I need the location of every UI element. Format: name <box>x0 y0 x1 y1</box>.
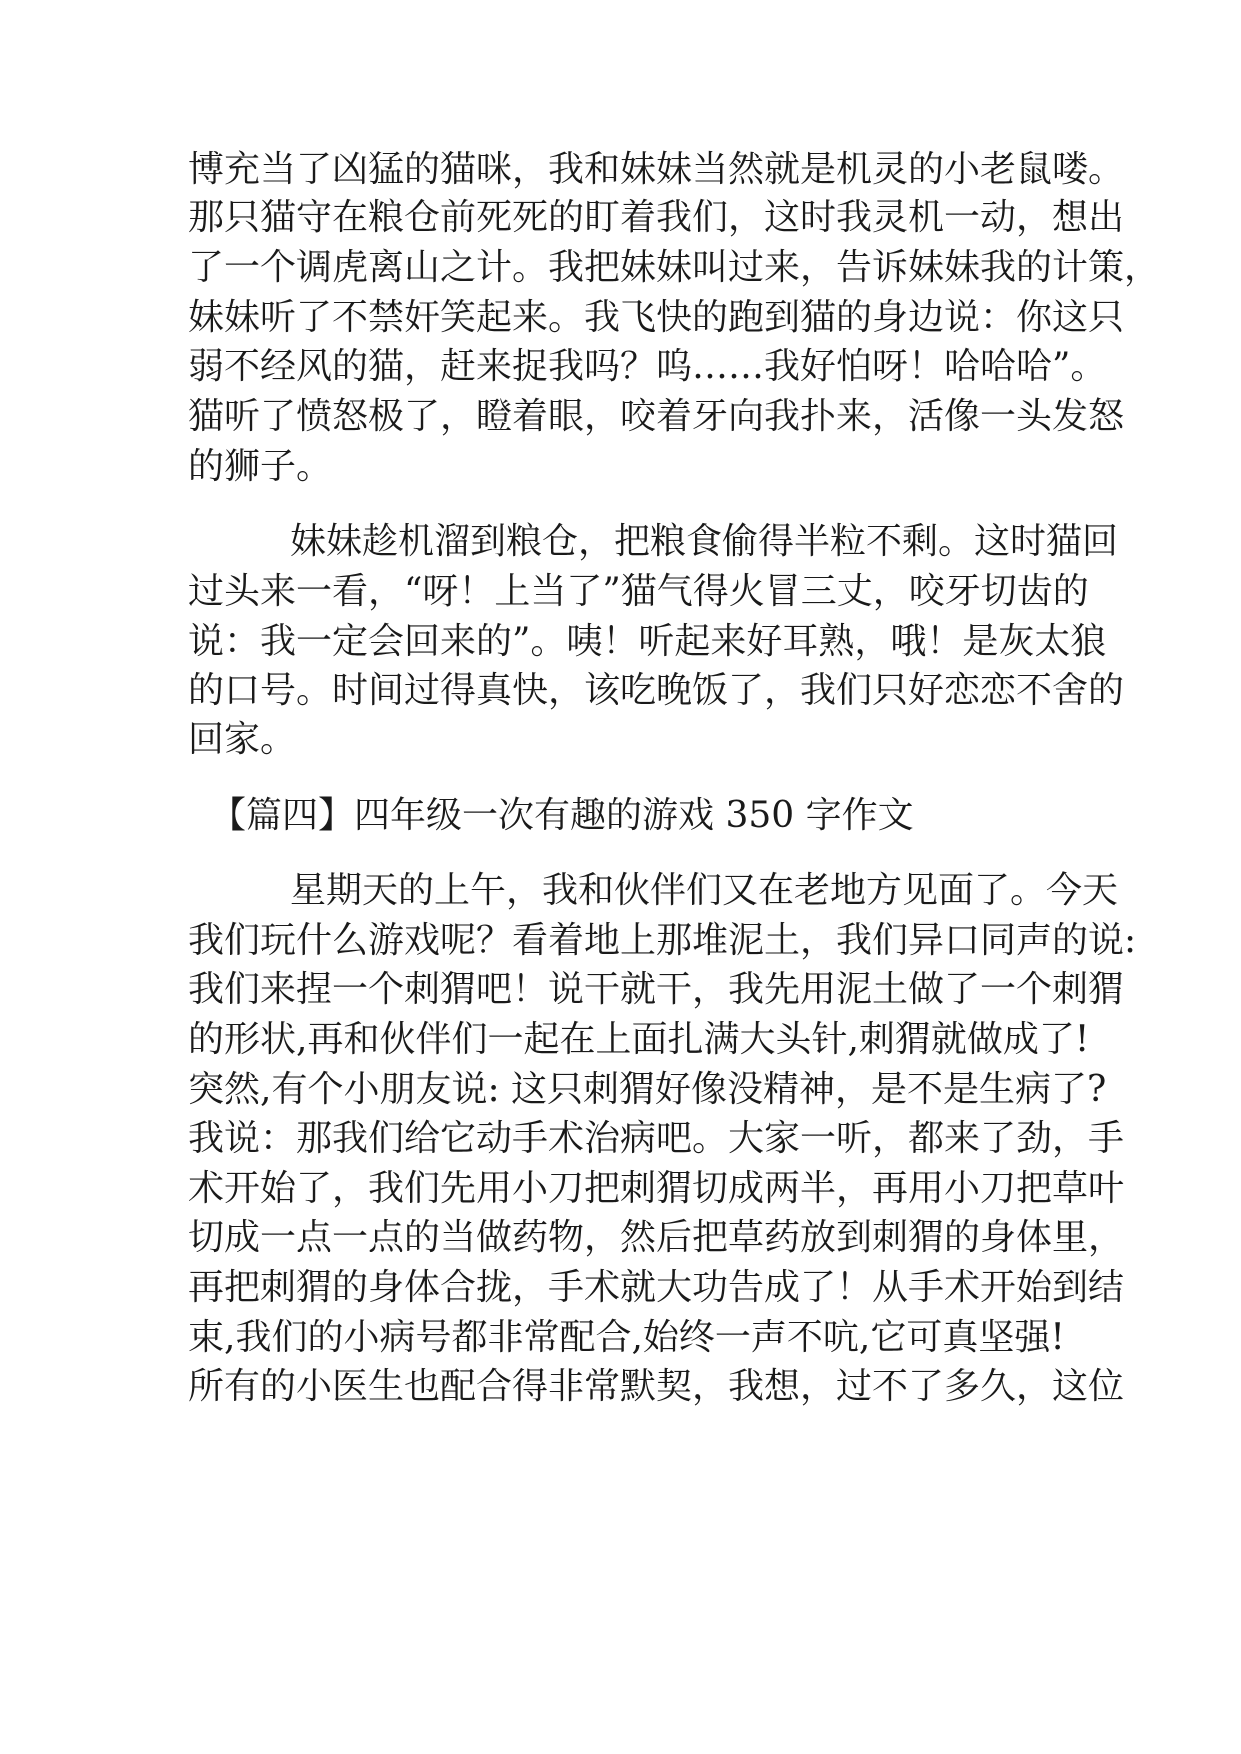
paragraph-line: 猫听了愤怒极了，瞪着眼，咬着牙向我扑来，活像一头发怒 <box>188 396 1125 437</box>
paragraph-line: 所有的小医生也配合得非常默契，我想，过不了多久，这位 <box>188 1366 1125 1407</box>
paragraph-line: 弱不经风的猫，赶来捉我吗？呜……我好怕呀！哈哈哈”。 <box>188 346 1107 387</box>
paragraph-line: 妹妹听了不禁奸笑起来。我飞快的跑到猫的身边说：你这只 <box>188 297 1125 338</box>
paragraph-line: 说：我一定会回来的”。咦！听起来好耳熟，哦！是灰太狼 <box>188 621 1107 662</box>
paragraph-line: 突然,有个小朋友说: 这只刺猬好像没精神，是不是生病了? <box>188 1069 1107 1110</box>
paragraph-line: 切成一点一点的当做药物，然后把草药放到刺猬的身体里， <box>188 1217 1125 1258</box>
paragraph-line: 我们来捏一个刺猬吧！说干就干，我先用泥土做了一个刺猬 <box>188 969 1125 1010</box>
paragraph-line: 回家。 <box>188 719 297 760</box>
paragraph-line: 束,我们的小病号都非常配合,始终一声不吭,它可真坚强! <box>188 1317 1065 1358</box>
paragraph-first-line: 星期天的上午，我和伙伴们又在老地方见面了。今天 <box>290 870 1119 911</box>
paragraph-line: 我们玩什么游戏呢？看着地上那堆泥土，我们异口同声的说: <box>188 920 1137 961</box>
paragraph-line: 再把刺猬的身体合拢，手术就大功告成了！从手术开始到结 <box>188 1267 1125 1308</box>
section-heading: 【篇四】四年级一次有趣的游戏 350 字作文 <box>210 795 914 836</box>
paragraph-line: 博充当了凶猛的猫咪，我和妹妹当然就是机灵的小老鼠喽。 <box>188 149 1125 190</box>
paragraph-line: 术开始了，我们先用小刀把刺猬切成两半，再用小刀把草叶 <box>188 1168 1125 1209</box>
paragraph-line: 的狮子。 <box>188 446 333 487</box>
paragraph-line: 那只猫守在粮仓前死死的盯着我们，这时我灵机一动，想出 <box>188 197 1125 238</box>
paragraph-line: 过头来一看，“呀！上当了”猫气得火冒三丈，咬牙切齿的 <box>188 571 1089 612</box>
paragraph-line: 的形状,再和伙伴们一起在上面扎满大头针,刺猬就做成了! <box>188 1019 1090 1060</box>
paragraph-first-line: 妹妹趁机溜到粮仓，把粮食偷得半粒不剩。这时猫回 <box>290 521 1119 562</box>
paragraph-line: 了一个调虎离山之计。我把妹妹叫过来，告诉妹妹我的计策， <box>188 247 1161 288</box>
paragraph-line: 我说：那我们给它动手术治病吧。大家一听，都来了劲，手 <box>188 1118 1125 1159</box>
paragraph-line: 的口号。时间过得真快，该吃晚饭了，我们只好恋恋不舍的 <box>188 670 1125 711</box>
